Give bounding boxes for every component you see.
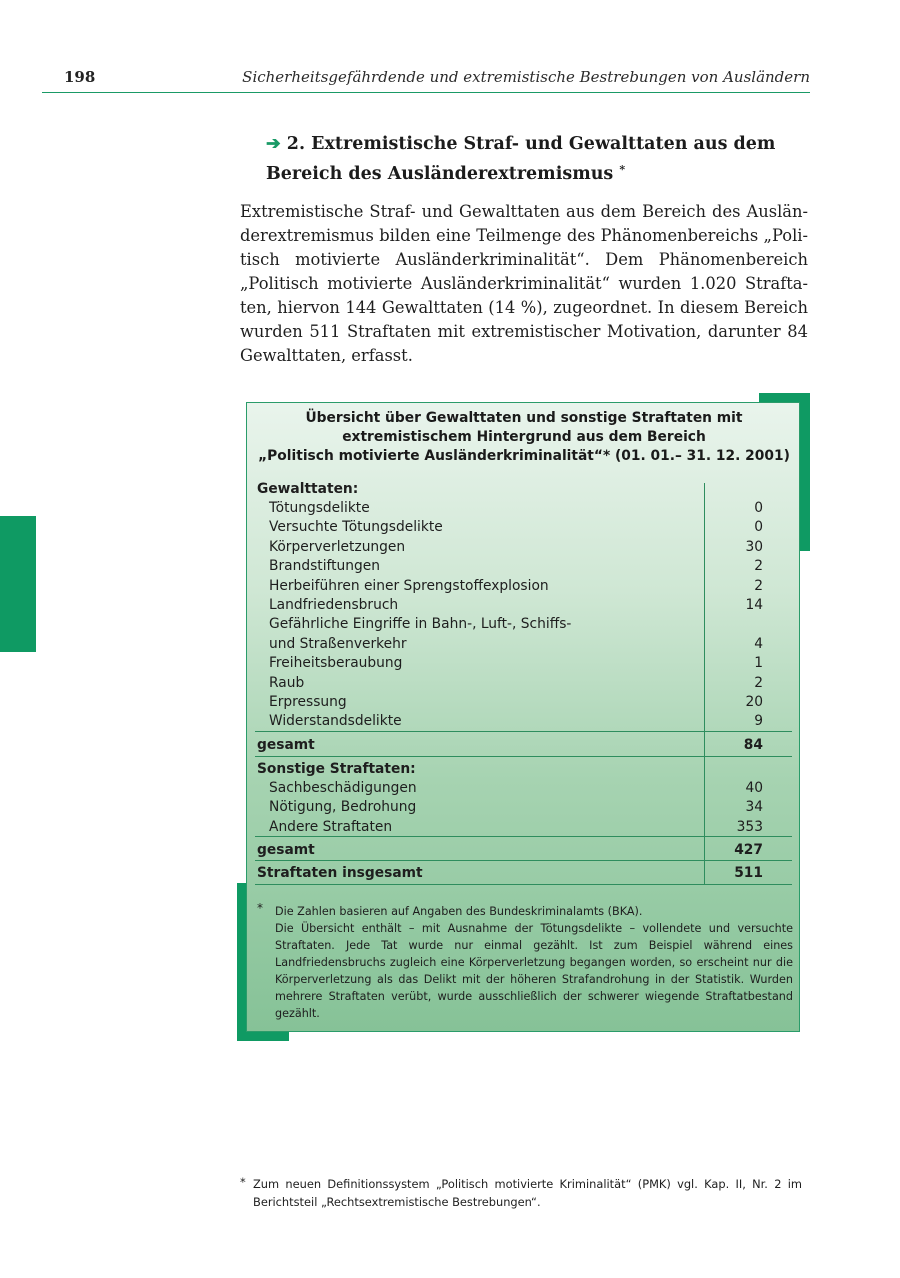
table-row — [257, 654, 791, 673]
table-row — [257, 557, 791, 576]
row-label: Freiheitsberaubung — [269, 655, 403, 672]
table-row — [257, 693, 791, 712]
row-value: 30 — [745, 538, 763, 555]
row-value: 0 — [754, 519, 763, 536]
divider-line — [255, 731, 792, 732]
table-row — [257, 615, 791, 634]
row-value: 2 — [754, 674, 763, 691]
divider-line — [255, 756, 792, 757]
page-footnote — [240, 1175, 802, 1211]
body-line: wurden 511 Straftaten mit extremistischer Motivation, darunter 84 — [240, 322, 808, 341]
table-row — [257, 779, 791, 798]
row-value: 20 — [745, 694, 763, 710]
row-label: und Straßenverkehr — [269, 635, 407, 652]
row-label: Gefährliche Eingriffe in Bahn-, Luft-, Schiffs- — [269, 616, 572, 633]
total-value: 427 — [734, 842, 763, 858]
statistics-box — [246, 402, 800, 1032]
row-value: 9 — [754, 713, 763, 730]
running-title: Sicherheitsgefährdende und extremistische Bestrebungen von Ausländern — [242, 68, 810, 86]
body-line: Gewalttaten, erfasst. — [240, 346, 413, 365]
arrow-right-icon: ➔ — [266, 134, 281, 154]
table-row — [257, 674, 791, 693]
table-row — [257, 712, 791, 731]
sonstige-total-row — [257, 841, 791, 860]
note-paragraph: Die Übersicht enthält – mit Ausnahme der Tötungsdelikte – vollendete und versuchte Straftaten. Jede Tat wurde nur einmal gezählt. Ist zum Beispiel während eines Landfriedensbruchs zugleich eine Körperverletzung begangen worden, so erscheint nur die Körperverletzung als das Delikt mit der höheren Strafandrohung in der Statistik. Wurden mehrere Straftaten verübt, wurde ausschließlich der schwerer wiegende Straftatbestand gezählt. — [275, 922, 793, 1020]
row-label: Erpressung — [269, 694, 347, 710]
body-line: ten, hiervon 144 Gewalttaten (14 %), zugeordnet. In diesem Bereich — [240, 298, 808, 317]
heading-line-2: Bereich des Ausländerextremismus — [266, 164, 614, 184]
box-title — [247, 409, 801, 466]
table-row — [257, 518, 791, 537]
row-label: Andere Straftaten — [269, 818, 393, 835]
divider-line — [255, 884, 792, 885]
row-value: 4 — [754, 635, 763, 652]
total-value: 84 — [743, 737, 763, 753]
row-label: Landfriedensbruch — [269, 597, 399, 613]
row-label: Sachbeschädigungen — [269, 780, 417, 796]
divider-line — [255, 860, 792, 861]
table-row — [257, 596, 791, 615]
row-value: 14 — [745, 597, 763, 613]
heading-footnote-marker: * — [619, 163, 626, 176]
box-title-line-2: extremistischem Hintergrund aus dem Bereich — [342, 429, 706, 445]
row-value: 0 — [754, 500, 763, 516]
row-label: Brandstiftungen — [269, 558, 381, 575]
row-label: Herbeiführen einer Sprengstoffexplosion — [269, 577, 549, 594]
row-label: Raub — [269, 674, 305, 691]
row-label: Körperverletzungen — [269, 538, 406, 555]
row-value: 353 — [736, 818, 763, 835]
box-title-line-3: „Politisch motivierte Ausländerkriminalität“* (01. 01.– 31. 12. 2001) — [258, 448, 790, 464]
note-marker: * — [257, 901, 263, 915]
row-value: 2 — [754, 558, 763, 575]
sonstige-heading: Sonstige Straftaten: — [257, 761, 416, 777]
table-row — [257, 499, 791, 518]
row-label: Tötungsdelikte — [269, 500, 370, 516]
row-value: 2 — [754, 577, 763, 594]
box-note — [257, 903, 793, 1022]
page-number: 198 — [64, 68, 96, 86]
grand-total-label: Straftaten insgesamt — [257, 865, 423, 881]
body-paragraph — [240, 200, 808, 368]
row-value: 34 — [745, 799, 763, 816]
row-label: Versuchte Tötungsdelikte — [269, 519, 443, 536]
row-label: Nötigung, Bedrohung — [269, 799, 417, 816]
table-row — [257, 538, 791, 557]
gewalttaten-total-row — [257, 736, 791, 755]
total-label: gesamt — [257, 737, 315, 753]
heading-line-1: 2. Extremistische Straf- und Gewalttaten aus dem — [286, 134, 776, 154]
grand-total-row — [257, 864, 791, 883]
footnote-marker: * — [240, 1175, 246, 1189]
body-line: derextremismus bilden eine Teilmenge des Phänomenbereichs „Poli- — [240, 226, 808, 245]
row-value: 1 — [754, 655, 763, 672]
grand-total-value: 511 — [734, 865, 763, 881]
box-title-line-1: Übersicht über Gewalttaten und sonstige Straftaten mit — [305, 410, 743, 426]
table-row — [257, 635, 791, 654]
footnote-text: Zum neuen Definitionssystem „Politisch motivierte Kriminalität“ (PMK) vgl. Kap. II, Nr. 2 im Berichtsteil „Rechtsextremistische Bestrebungen“. — [253, 1177, 802, 1209]
table-row — [257, 818, 791, 837]
body-line: Extremistische Straf- und Gewalttaten aus dem Bereich des Auslän- — [240, 202, 808, 221]
total-label: gesamt — [257, 842, 315, 858]
row-label: Widerstandsdelikte — [269, 713, 402, 730]
section-heading — [266, 132, 806, 187]
side-tab-marker — [0, 516, 36, 652]
table-row — [257, 798, 791, 817]
body-line: „Politisch motivierte Ausländerkriminalität“ wurden 1.020 Strafta- — [240, 274, 808, 293]
body-line: tisch motivierte Ausländerkriminalität“. Dem Phänomenbereich — [240, 250, 808, 269]
gewalttaten-heading: Gewalttaten: — [257, 481, 359, 497]
table-row — [257, 577, 791, 596]
page-header — [42, 66, 810, 93]
note-line-1: Die Zahlen basieren auf Angaben des Bundeskriminalamts (BKA). — [275, 905, 643, 918]
divider-line — [255, 836, 792, 837]
row-value: 40 — [745, 780, 763, 796]
